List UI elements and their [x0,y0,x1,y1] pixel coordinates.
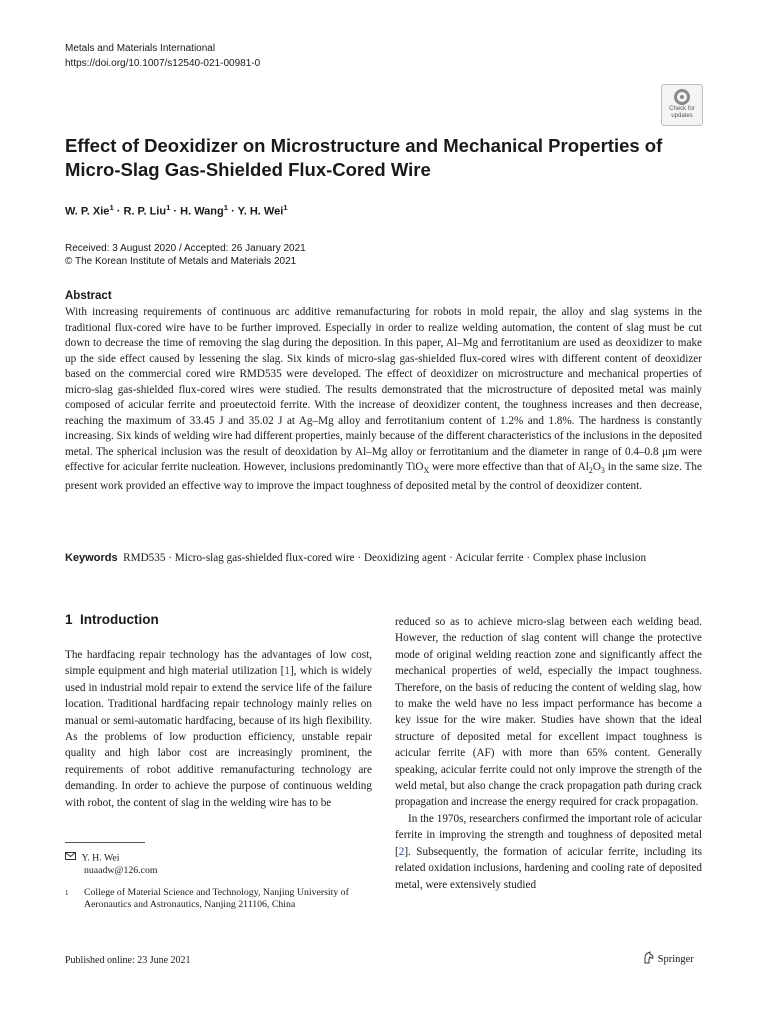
affiliation-note [65,887,365,911]
author-name[interactable]: Y. H. Wei [237,205,284,218]
publisher-logo [642,951,694,967]
abstract-text: in the same size. The present work provided an effective way to improve the impact toughness of deposited metal by the control of deoxidizer content. [65,461,702,492]
copyright-line: © The Korean Institute of Metals and Materials 2021 [65,256,297,267]
journal-name: Metals and Materials International [65,43,216,54]
subscript: 2 [588,466,593,476]
doi-link[interactable]: https://doi.org/10.1007/s12540-021-00981-0 [65,58,261,69]
paragraph: reduced so as to achieve micro-slag between each welding bead. However, the reduction of slag content will change the protective mode of original welding reaction zone and significantly affect the mechanical properties of weld, especially the impact toughness. Therefore, on the basis of reducing the content of welding slag, how to make the weld have no less impact performance has become a key issue for the wire maker. Studies have shown that the ideal structure of deposited metal for excellent impact toughness is acicular ferrite (AF) with more than 65% content. Generally speaking, acicular ferrite could not only improve the strength of the weld metal, but also change the crack propagation path during crack propagation and increase the energy required for crack propagation. [395,616,702,809]
author-separator: · [170,205,181,218]
right-column [395,614,702,893]
author-affiliation: 1 [223,203,229,212]
footnote-divider [65,842,145,843]
citation-link[interactable]: 1 [284,665,290,678]
abstract-heading: Abstract [65,290,112,302]
author-name[interactable]: H. Wang [180,205,224,218]
left-column [65,647,372,811]
author-list [65,203,288,218]
paragraph [65,647,372,811]
affiliation-number: 1 [65,889,69,897]
springer-horse-icon [642,951,655,967]
paragraph-text: ], which is widely used in industrial mold repair to extend the service life of the failure location. Traditional hardfacing repair technology mainly relies on manual or semi-automatic hardfacing, because of its high flexibility. As the problems of low production efficiency, unstable repair quality and high labor cost are increasingly prominent, the requirements of robot additive remanufacturing technology are demanding. In order to achieve the purpose of continuous welding with robot, the content of slag in the welding wire has to be [65,665,372,809]
paper-title: Effect of Deoxidizer on Microstructure and Mechanical Properties of Micro-Slag Gas-Shielded Flux-Cored Wire [65,135,663,180]
corresponding-author-name: Y. H. Wei [81,852,120,864]
journal-header [65,41,260,71]
section-number: 1 [65,612,73,627]
check-for-updates-badge[interactable] [661,84,703,126]
paragraph [395,811,702,893]
author-affiliation: 1 [283,203,288,212]
badge-line-2: updates [671,113,693,119]
keywords [65,550,702,566]
author-affiliation: 1 [166,203,171,212]
corresponding-email[interactable]: nuaadw@126.com [84,864,158,876]
check-for-updates-icon [674,89,690,105]
subscript: 3 [600,466,605,476]
published-online: Published online: 23 June 2021 [65,955,191,966]
paragraph-text: In the 1970s, researchers confirmed the important role of acicular ferrite in improving the strength and toughness of deposited metal [ [395,812,702,858]
citation-link[interactable]: 2 [398,845,405,858]
subscript: X [423,466,430,476]
abstract-body [65,305,702,494]
section-heading [65,612,159,627]
publication-dates [65,242,306,268]
abstract-text: were more effective than that of Al [429,461,589,473]
abstract-text: With increasing requirements of continuous arc additive remanufacturing for robots in mold repair, the alloy and slag systems in the traditional flux-cored wire have to be further improved. Especially in order to realize welding automation, the content of slag must be cut down to decrease the time of removing the slag during the deposition. In this paper, Al–Mg and ferrotitanium are used as deoxidizer to make up the side effect caused by lessening the slag. Six kinds of micro-slag gas-shielded flux-cored wires with different content of deoxidizer based on the commercial cored wire RMD535 were developed. The effect of deoxidizer on microstructure and mechanical properties of micro-slag gas-shielded flux-cored wires were studied. The results demonstrated that the microstructure of deposited metal was mainly composed of acicular ferrite and proeutectoid ferrite. With the increase of deoxidizer content, the toughness increases and then decrease, reaching the maximum of 33.45 J and 35.02 J at Ag–Mg alloy and ferrotitanium content of 1.2% and 1.8%. The hardness is constantly increasing. Six kinds of welding wire had different properties, mainly because of the different characteristics of the inclusions in the deposited metal. The spherical inclusion was the result of deoxidation by Al–Mg alloy or ferrotitanium and the diameter in range of 0.4–0.8 μm were effective for acicular ferrite nucleation. However, inclusions predominantly TiO [65,306,702,473]
affiliation-text: College of Material Science and Technology, Nanjing University of Aeronautics and Astronautics, Nanjing 211106, China [84,887,349,911]
section-title: Introduction [80,612,159,627]
envelope-icon [65,852,79,864]
received-accepted: Received: 3 August 2020 / Accepted: 26 January 2021 [65,243,306,254]
paragraph-text: The hardfacing repair technology has the advantages of low cost, simple equipment and high material utilization [ [65,649,372,678]
corresponding-author [65,852,158,877]
author-separator: · [228,205,238,218]
author-name[interactable]: R. P. Liu [123,205,167,218]
paragraph-text: ]. Subsequently, the formation of acicular ferrite, including its related oxidation inclusions, hardening and cooling rate of deposited metal, were extensively studied [395,845,702,891]
publisher-name: Springer [657,954,694,965]
author-name[interactable]: W. P. Xie [65,205,110,218]
abstract-text: O [592,461,601,473]
author-affiliation: 1 [109,203,114,212]
badge-line-1: Check for [669,106,695,112]
author-separator: · [113,205,124,218]
keywords-text: RMD535 · Micro-slag gas-shielded flux-cored wire · Deoxidizing agent · Acicular ferrite · Complex phase inclusion [123,552,647,564]
keywords-label: Keywords [65,552,118,564]
